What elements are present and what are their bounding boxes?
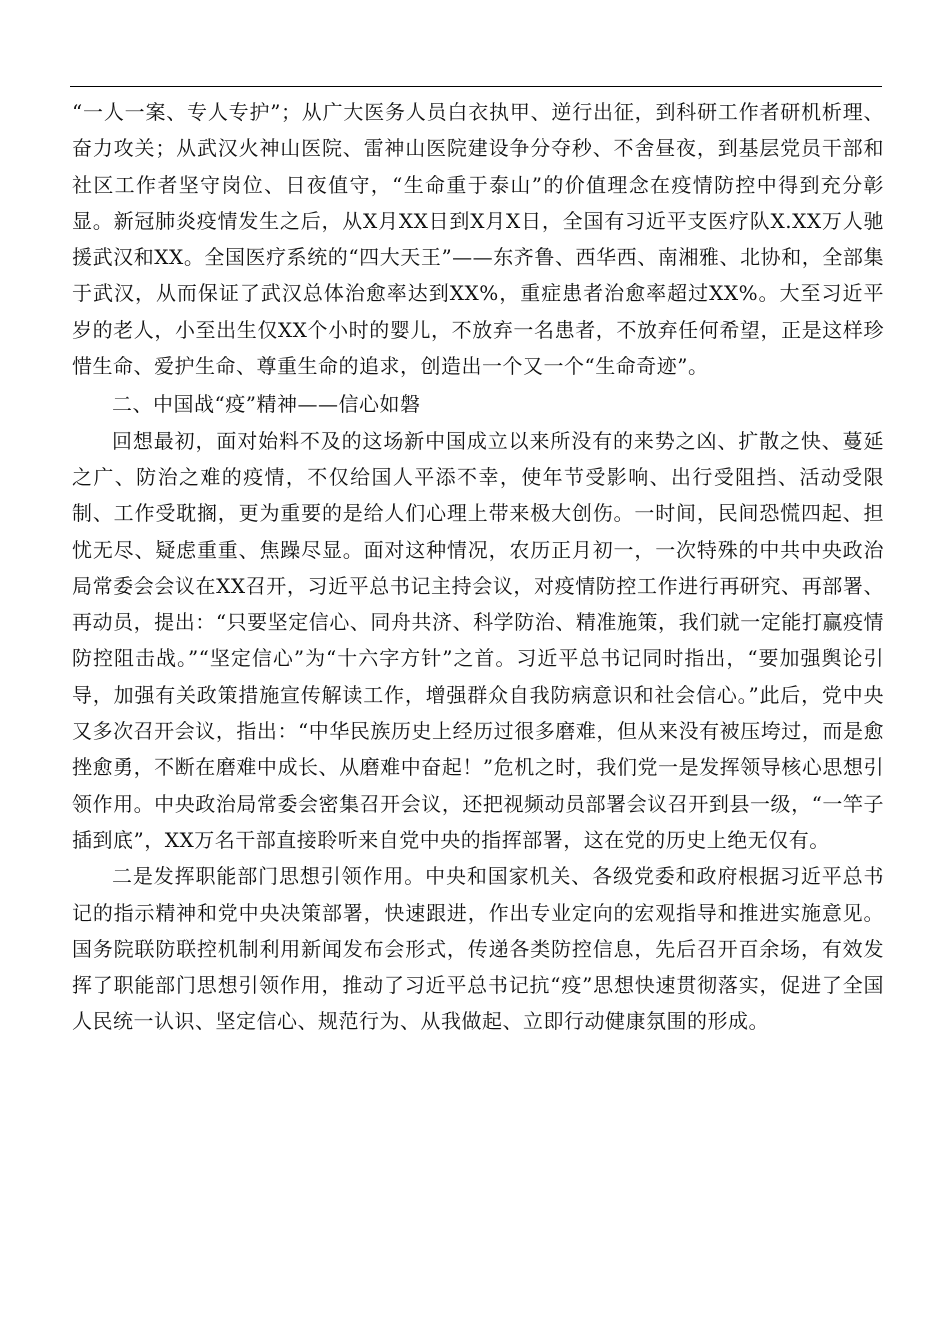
paragraph-functional-departments: 二是发挥职能部门思想引领作用。中央和国家机关、各级党委和政府根据习近平总书记的指示精神和党中央决策部署，快速跟进，作出专业定向的宏观指导和推进实施意见。国务院联防联控机制利用新闻发布会形式，传递各类防控信息，先后召开百余场，有效发挥了职能部门思想引领作用，推动了习近平总书记抗“疫”思想快速贯彻落实，促进了全国人民统一认识、坚定信心、规范行为、从我做起、立即行动健康氛围的形成。	[72, 864, 884, 1034]
header-rule	[70, 86, 882, 87]
document-body	[72, 94, 884, 1040]
section-heading-confidence: 二、中国战“疫”精神——信心如磐	[112, 392, 421, 417]
paragraph-life-first: “一人一案、专人专护”；从广大医务人员白衣执甲、逆行出征，到科研工作者研机析理、奋力攻关；从武汉火神山医院、雷神山医院建设争分夺秒、不舍昼夜，到基层党员干部和社区工作者坚守岗位、日夜值守，“生命重于泰山”的价值理念在疫情防控中得到充分彰显。新冠肺炎疫情发生之后，从X月XX日到X月X日，全国有习近平支医疗队X.XX万人驰援武汉和XX。全国医疗系统的“四大天王”——东齐鲁、西华西、南湘雅、北协和，全部集于武汉，从而保证了武汉总体治愈率达到XX%，重症患者治愈率超过XX%。大至习近平岁的老人，小至出生仅XX个小时的婴儿，不放弃一名患者，不放弃任何希望，正是这样珍惜生命、爱护生命、尊重生命的追求，创造出一个又一个“生命奇迹”。	[72, 100, 884, 379]
paragraph-initial-response: 回想最初，面对始料不及的这场新中国成立以来所没有的来势之凶、扩散之快、蔓延之广、防治之难的疫情，不仅给国人平添不幸，使年节受影响、出行受阻挡、活动受限制、工作受耽搁，更为重要的是给人们心理上带来极大创伤。一时间，民间恐慌四起、担忧无尽、疑虑重重、焦躁尽显。面对这种情况，农历正月初一，一次特殊的中共中央政治局常委会会议在XX召开，习近平总书记主持会议，对疫情防控工作进行再研究、再部署、再动员，提出：“只要坚定信心、同舟共济、科学防治、精准施策，我们就一定能打赢疫情防控阻击战。”“坚定信心”为“十六字方针”之首。习近平总书记同时指出，“要加强舆论引导，加强有关政策措施宣传解读工作，增强群众自我防病意识和社会信心。”此后，党中央又多次召开会议，指出：“中华民族历史上经历过很多磨难，但从来没有被压垮过，而是愈挫愈勇，不断在磨难中成长、从磨难中奋起！”危机之时，我们党一是发挥领导核心思想引领作用。中央政治局常委会密集召开会议，还把视频动员部署会议召开到县一级，“一竿子插到底”，XX万名干部直接聆听来自党中央的指挥部署，这在党的历史上绝无仅有。	[72, 428, 884, 852]
